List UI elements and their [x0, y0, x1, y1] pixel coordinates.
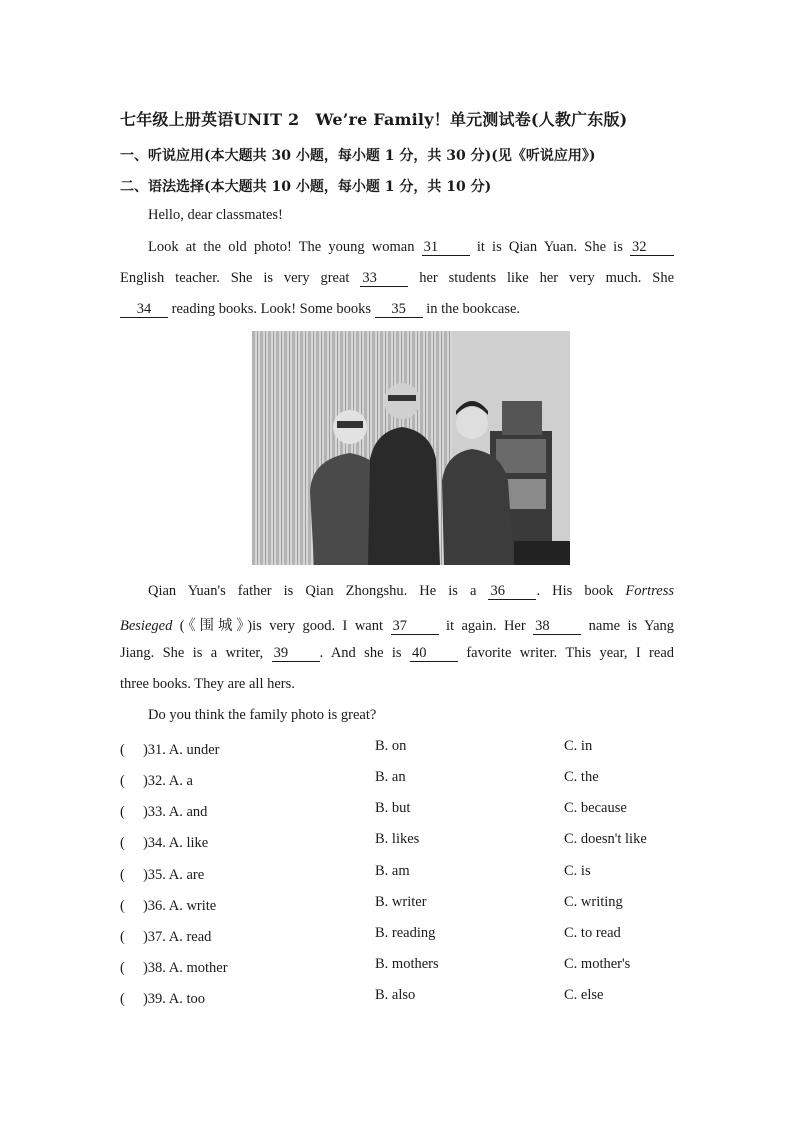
question-number-option-a[interactable]: ( )38. A. mother	[120, 960, 228, 976]
option-c[interactable]: C. mother's	[564, 956, 631, 972]
text-span: her students like her very much. She	[419, 270, 675, 286]
text-span: Look at the old photo! The young woman	[148, 239, 415, 255]
book-title-part: Besieged	[120, 618, 173, 634]
option-c[interactable]: C. the	[564, 769, 599, 785]
option-c[interactable]: C. is	[564, 863, 591, 879]
text-span: (《围城》)is very good. I want	[172, 618, 384, 634]
section-listening-heading: 一、听说应用(本大题共 30 小题，每小题 1 分，共 30 分)(见《听说应用》)	[120, 148, 596, 164]
option-b[interactable]: B. am	[375, 863, 410, 879]
option-c[interactable]: C. writing	[564, 894, 623, 910]
option-b[interactable]: B. also	[375, 987, 416, 1003]
option-c[interactable]: C. doesn't like	[564, 831, 647, 847]
text-span: Qian Yuan's father is Qian Zhongshu. He is a	[148, 583, 477, 599]
text-span: Jiang. She is a writer,	[120, 645, 264, 661]
question-row	[120, 863, 680, 883]
option-c[interactable]: C. in	[564, 738, 593, 754]
question-number-option-a[interactable]: ( )34. A. like	[120, 835, 209, 851]
question-row	[120, 956, 680, 976]
question-number-option-a[interactable]: ( )37. A. read	[120, 929, 212, 945]
question-row	[120, 925, 680, 945]
page-title: 七年级上册英语UNIT 2 We’re Family！单元测试卷(人教广东版)	[120, 110, 628, 129]
question-number-option-a[interactable]: ( )36. A. write	[120, 898, 217, 914]
blank-37[interactable]: 37	[391, 619, 439, 635]
question-row	[120, 987, 680, 1007]
passage-line	[120, 270, 674, 287]
blank-32[interactable]: 32	[630, 240, 674, 256]
blank-34[interactable]: 34	[120, 302, 168, 318]
text-span: it is Qian Yuan. She is	[476, 239, 623, 255]
text-span: favorite writer. This year, I read	[466, 645, 675, 661]
text-span: in the bookcase.	[426, 301, 521, 317]
passage-line	[148, 583, 674, 600]
passage-closing: Do you think the family photo is great?	[148, 707, 377, 723]
text-span: . His book	[536, 583, 614, 599]
passage-line	[120, 614, 674, 635]
text-span: English teacher. She is very great	[120, 270, 350, 286]
question-row	[120, 800, 680, 820]
question-row	[120, 769, 680, 789]
book-title-part: Fortress	[625, 583, 675, 599]
option-b[interactable]: B. reading	[375, 925, 436, 941]
text-span: . And she is	[319, 645, 402, 661]
question-row	[120, 738, 680, 758]
question-number-option-a[interactable]: ( )33. A. and	[120, 804, 208, 820]
option-c[interactable]: C. to read	[564, 925, 621, 941]
passage-greeting: Hello, dear classmates!	[148, 207, 283, 223]
option-c[interactable]: C. because	[564, 800, 627, 816]
question-number-option-a[interactable]: ( )35. A. are	[120, 867, 205, 883]
passage-line	[148, 239, 674, 256]
passage-line	[120, 645, 674, 662]
passage-line	[120, 301, 674, 318]
option-b[interactable]: B. writer	[375, 894, 427, 910]
blank-31[interactable]: 31	[422, 240, 470, 256]
option-b[interactable]: B. mothers	[375, 956, 439, 972]
passage-line: three books. They are all hers.	[120, 676, 295, 692]
option-b[interactable]: B. but	[375, 800, 411, 816]
blank-40[interactable]: 40	[410, 646, 458, 662]
blank-38[interactable]: 38	[533, 619, 581, 635]
blank-36[interactable]: 36	[488, 584, 536, 600]
question-row	[120, 894, 680, 914]
text-span: it again. Her	[445, 618, 526, 634]
text-span: reading books. Look! Some books	[171, 301, 371, 317]
blank-39[interactable]: 39	[272, 646, 320, 662]
family-photo	[252, 331, 570, 565]
option-b[interactable]: B. on	[375, 738, 407, 754]
option-b[interactable]: B. an	[375, 769, 406, 785]
question-number-option-a[interactable]: ( )39. A. too	[120, 991, 205, 1007]
blank-33[interactable]: 33	[360, 271, 408, 287]
text-span: name is Yang	[588, 618, 675, 634]
option-c[interactable]: C. else	[564, 987, 604, 1003]
question-row	[120, 831, 680, 851]
question-number-option-a[interactable]: ( )31. A. under	[120, 742, 220, 758]
section-grammar-heading: 二、语法选择(本大题共 10 小题，每小题 1 分，共 10 分)	[120, 179, 492, 195]
question-number-option-a[interactable]: ( )32. A. a	[120, 773, 193, 789]
option-b[interactable]: B. likes	[375, 831, 420, 847]
blank-35[interactable]: 35	[375, 302, 423, 318]
